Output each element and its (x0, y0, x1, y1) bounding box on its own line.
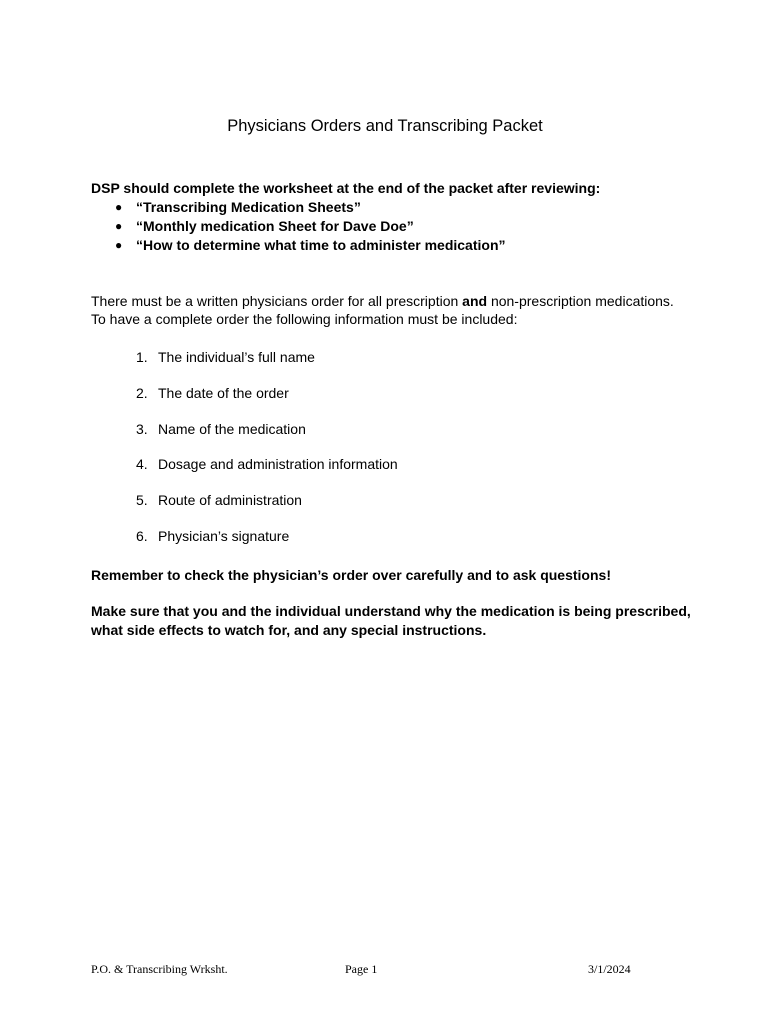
list-item-number: 1. (136, 349, 148, 365)
list-item-text: “Monthly medication Sheet for Dave Doe” (136, 218, 414, 234)
list-item (91, 198, 731, 217)
bullet-icon: ● (115, 219, 123, 233)
list-item-number: 2. (136, 384, 148, 401)
reminder-text: Remember to check the physician’s order over carefully and to ask questions! (91, 567, 611, 583)
requirements-list (91, 348, 691, 563)
paragraph-text: There must be a written physicians order for all prescription (91, 293, 463, 309)
list-item (91, 491, 691, 527)
instructions-text: Make sure that you and the individual understand why the medication is being prescribed, what side effects to watch for, and any special instructions. (91, 603, 691, 638)
list-item (91, 236, 731, 255)
bullet-icon: ● (115, 200, 123, 214)
list-item-text: Route of administration (158, 492, 302, 509)
list-item-number: 6. (136, 527, 148, 544)
paragraph-text: non-prescription medications. To have a complete order the following information must be included: (91, 293, 674, 327)
list-item-number: 4. (136, 456, 148, 473)
list-item (91, 384, 691, 420)
order-requirement-paragraph (91, 292, 691, 328)
list-item (91, 527, 691, 563)
bullet-icon: ● (115, 238, 123, 252)
page-title: Physicians Orders and Transcribing Packet (227, 117, 543, 135)
list-item (91, 348, 691, 384)
list-item-text: The date of the order (158, 384, 289, 401)
list-item-text: “How to determine what time to administer medication” (136, 237, 506, 253)
footer-date: 3/1/2024 (588, 962, 631, 976)
list-item-number: 5. (136, 492, 148, 509)
intro-text: DSP should complete the worksheet at the end of the packet after reviewing: (91, 180, 601, 196)
list-item (91, 420, 691, 456)
list-item-number: 3. (136, 420, 148, 437)
review-list (91, 198, 731, 255)
list-item-text: Dosage and administration information (158, 456, 398, 473)
list-item (91, 455, 691, 491)
list-item-text: Name of the medication (158, 420, 306, 437)
footer-page-number: Page 1 (345, 962, 378, 976)
list-item-text: Physician’s signature (158, 527, 290, 544)
list-item-text: The individual’s full name (158, 349, 315, 365)
footer-document-name: P.O. & Transcribing Wrksht. (91, 962, 228, 976)
list-item-text: “Transcribing Medication Sheets” (136, 199, 361, 215)
list-item (91, 217, 731, 236)
paragraph-bold-text: and (462, 293, 488, 309)
